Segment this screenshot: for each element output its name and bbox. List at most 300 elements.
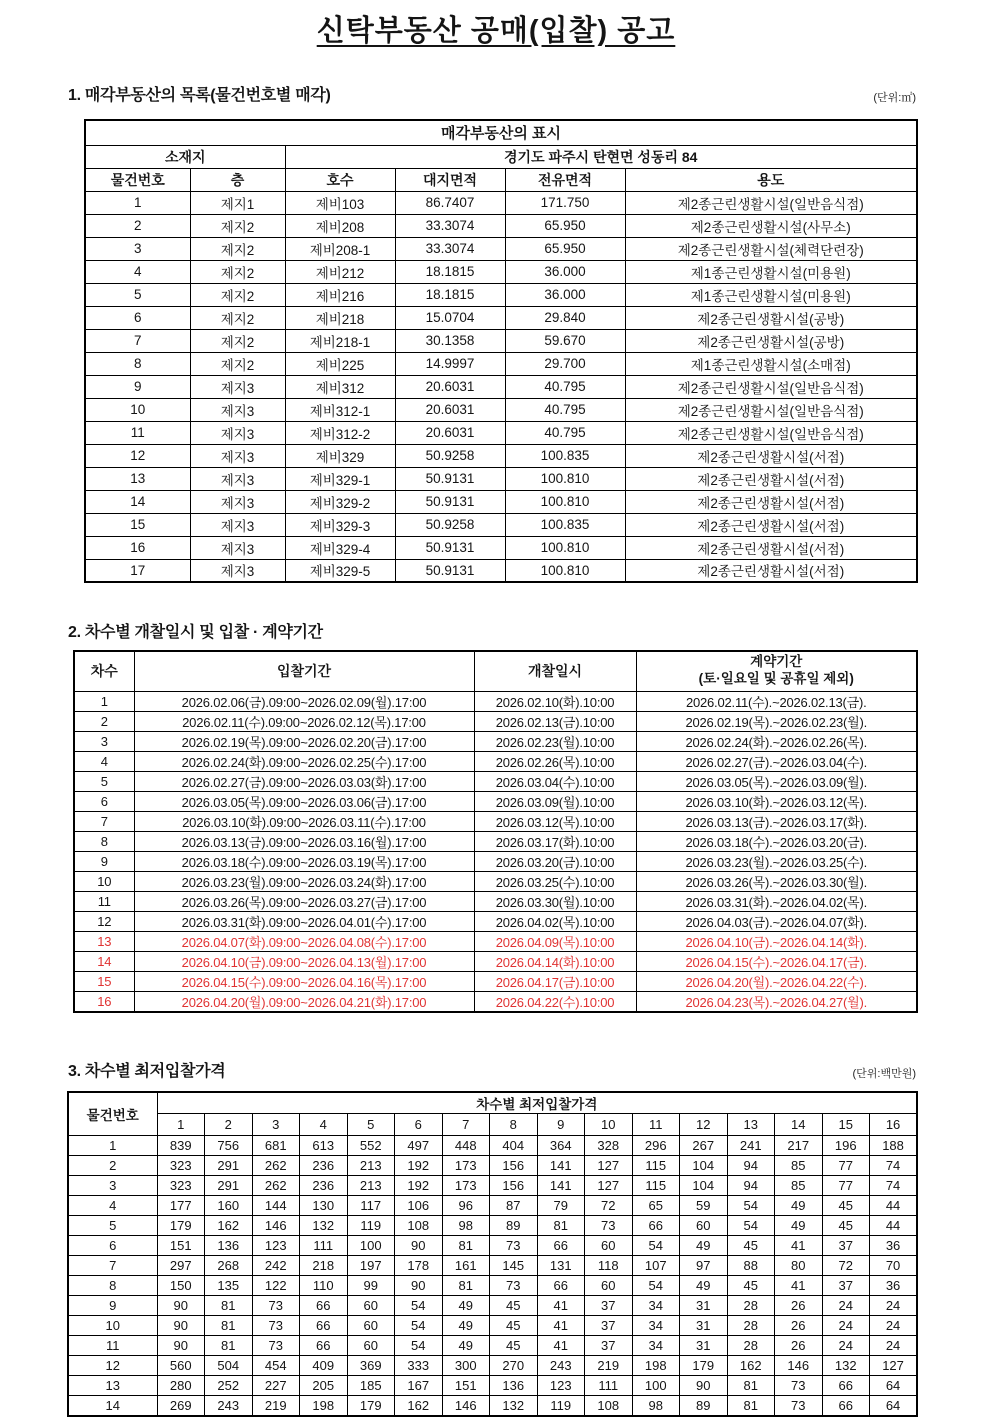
section2-heading: 2. 차수별 개찰일시 및 입찰 · 계약기간 <box>68 624 323 641</box>
table-cell: 243 <box>537 1356 585 1376</box>
table-cell: 2026.04.09(목).10:00 <box>474 931 636 951</box>
table-cell: 136 <box>490 1376 538 1396</box>
table-cell: 15.0704 <box>395 306 505 329</box>
table-cell: 99 <box>347 1276 395 1296</box>
table-cell: 20.6031 <box>395 375 505 398</box>
table-cell: 6 <box>74 791 134 811</box>
table-cell: 10 <box>68 1316 157 1336</box>
table-cell: 2026.03.31(화).09:00~2026.04.01(수).17:00 <box>134 911 474 931</box>
table-row <box>68 1376 917 1396</box>
table-cell: 6 <box>68 1236 157 1256</box>
table-cell: 59.670 <box>505 329 625 352</box>
table-row <box>85 237 917 260</box>
table-cell: 81 <box>205 1336 253 1356</box>
table-cell: 33.3074 <box>395 237 505 260</box>
table-row <box>68 1396 917 1416</box>
table-cell: 77 <box>822 1176 870 1196</box>
table-cell: 65.950 <box>505 237 625 260</box>
table-cell: 328 <box>585 1136 633 1156</box>
column-header: 용도 <box>625 168 917 191</box>
table-cell: 333 <box>395 1356 443 1376</box>
table-cell: 54 <box>395 1316 443 1336</box>
table-cell: 31 <box>680 1316 728 1336</box>
table-row <box>85 214 917 237</box>
table-cell: 제지1 <box>190 191 285 214</box>
table-cell: 2026.03.18(수).~2026.03.20(금). <box>636 831 917 851</box>
table-cell: 41 <box>775 1236 823 1256</box>
table-cell: 89 <box>490 1216 538 1236</box>
table-cell: 제2종근린생활시설(서점) <box>625 444 917 467</box>
col-bid-period: 입찰기간 <box>134 651 474 691</box>
table-cell: 7 <box>85 329 190 352</box>
section1-heading: 1. 매각부동산의 목록(물건번호별 매각) <box>68 87 331 104</box>
table-cell: 73 <box>775 1376 823 1396</box>
table-cell: 122 <box>252 1276 300 1296</box>
table-row <box>85 375 917 398</box>
table-cell: 2026.02.06(금).09:00~2026.02.09(월).17:00 <box>134 691 474 711</box>
table-cell: 146 <box>442 1396 490 1416</box>
table-row <box>68 1156 917 1176</box>
table-cell: 2026.02.13(금).10:00 <box>474 711 636 731</box>
table-cell: 81 <box>442 1276 490 1296</box>
document-title: 신탁부동산 공매(입찰) 공고 <box>316 15 676 47</box>
table-cell: 227 <box>252 1376 300 1396</box>
table-cell: 100 <box>347 1236 395 1256</box>
table-cell: 2026.04.23(목).~2026.04.27(월). <box>636 991 917 1012</box>
table-row <box>68 1176 917 1196</box>
table-cell: 108 <box>585 1396 633 1416</box>
table-cell: 839 <box>157 1136 205 1156</box>
table-cell: 12 <box>68 1356 157 1376</box>
table-row <box>68 1136 917 1156</box>
table-cell: 60 <box>585 1276 633 1296</box>
table-cell: 40.795 <box>505 375 625 398</box>
table-cell: 16 <box>74 991 134 1012</box>
table-cell: 12 <box>85 444 190 467</box>
table-cell: 146 <box>252 1216 300 1236</box>
table-cell: 115 <box>632 1156 680 1176</box>
table-cell: 4 <box>68 1196 157 1216</box>
table-row <box>74 971 917 991</box>
table-cell: 60 <box>585 1236 633 1256</box>
table-cell: 98 <box>632 1396 680 1416</box>
table-cell: 66 <box>822 1376 870 1396</box>
table-cell: 171.750 <box>505 191 625 214</box>
table-row <box>68 1216 917 1236</box>
table-cell: 2026.03.05(목).09:00~2026.03.06(금).17:00 <box>134 791 474 811</box>
table-cell: 66 <box>537 1236 585 1256</box>
table-cell: 90 <box>395 1276 443 1296</box>
table-cell: 11 <box>85 421 190 444</box>
table-cell: 94 <box>727 1176 775 1196</box>
table-cell: 2026.02.11(수).~2026.02.13(금). <box>636 691 917 711</box>
table-cell: 135 <box>205 1276 253 1296</box>
table-cell: 2026.04.10(금).~2026.04.14(화). <box>636 931 917 951</box>
section2-heading-row <box>68 619 916 642</box>
table-cell: 156 <box>490 1156 538 1176</box>
col-contract-period-line2: (토·일요일 및 공휴일 제외) <box>698 671 854 687</box>
table-cell: 81 <box>537 1216 585 1236</box>
table-cell: 20.6031 <box>395 421 505 444</box>
table-cell: 33.3074 <box>395 214 505 237</box>
table-cell: 504 <box>205 1356 253 1376</box>
section1-heading-row <box>68 82 916 105</box>
table-cell: 41 <box>537 1296 585 1316</box>
document-page <box>0 8 992 1411</box>
table-cell: 2 <box>85 214 190 237</box>
table-cell: 7 <box>74 811 134 831</box>
table-cell: 270 <box>490 1356 538 1376</box>
table-cell: 497 <box>395 1136 443 1156</box>
table-cell: 177 <box>157 1196 205 1216</box>
table-cell: 217 <box>775 1136 823 1156</box>
table-cell: 185 <box>347 1376 395 1396</box>
table-cell: 10 <box>85 398 190 421</box>
table-cell: 2 <box>68 1156 157 1176</box>
table-cell: 6 <box>85 306 190 329</box>
table-cell: 115 <box>632 1176 680 1196</box>
table-cell: 16 <box>85 536 190 559</box>
table-cell: 64 <box>870 1376 918 1396</box>
table-cell: 756 <box>205 1136 253 1156</box>
table-cell: 제1종근린생활시설(미용원) <box>625 283 917 306</box>
section3-heading: 3. 차수별 최저입찰가격 <box>68 1062 226 1080</box>
table-cell: 1 <box>74 691 134 711</box>
table-cell: 81 <box>205 1316 253 1336</box>
column-header: 13 <box>727 1114 775 1136</box>
table-cell: 50.9131 <box>395 467 505 490</box>
table-cell: 262 <box>252 1156 300 1176</box>
table-row <box>68 1256 917 1276</box>
table-cell: 252 <box>205 1376 253 1396</box>
table-cell: 2026.02.27(금).09:00~2026.03.03(화).17:00 <box>134 771 474 791</box>
table-cell: 36 <box>870 1236 918 1256</box>
table-cell: 37 <box>585 1336 633 1356</box>
table-cell: 45 <box>490 1336 538 1356</box>
column-header: 9 <box>537 1114 585 1136</box>
table-cell: 213 <box>347 1176 395 1196</box>
table-cell: 85 <box>775 1156 823 1176</box>
table-cell: 제지2 <box>190 214 285 237</box>
table-cell: 28 <box>727 1316 775 1336</box>
table-cell: 219 <box>252 1396 300 1416</box>
table-cell: 198 <box>300 1396 348 1416</box>
table-row <box>68 1296 917 1316</box>
table-cell: 3 <box>85 237 190 260</box>
table-cell: 59 <box>680 1196 728 1216</box>
table-cell: 4 <box>85 260 190 283</box>
column-header: 14 <box>775 1114 823 1136</box>
table-cell: 제비329 <box>285 444 395 467</box>
table-cell: 49 <box>775 1196 823 1216</box>
table-cell: 9 <box>68 1296 157 1316</box>
table-cell: 제2종근린생활시설(일반음식점) <box>625 191 917 214</box>
table-cell: 119 <box>537 1396 585 1416</box>
bid-schedule-table <box>73 650 918 1013</box>
table-cell: 54 <box>632 1236 680 1256</box>
table1-location-row <box>85 145 917 168</box>
table-cell: 104 <box>680 1156 728 1176</box>
table-cell: 267 <box>680 1136 728 1156</box>
table-cell: 72 <box>822 1256 870 1276</box>
table-cell: 81 <box>727 1396 775 1416</box>
table-cell: 2026.03.13(금).~2026.03.17(화). <box>636 811 917 831</box>
table-cell: 127 <box>585 1156 633 1176</box>
table-cell: 2026.02.10(화).10:00 <box>474 691 636 711</box>
table-cell: 제지2 <box>190 329 285 352</box>
table-cell: 73 <box>490 1236 538 1256</box>
table1-body <box>85 191 917 582</box>
table-cell: 66 <box>300 1296 348 1316</box>
table-cell: 50.9131 <box>395 559 505 582</box>
table-cell: 24 <box>822 1336 870 1356</box>
location-label: 소재지 <box>85 145 285 168</box>
table-cell: 96 <box>442 1196 490 1216</box>
table-cell: 296 <box>632 1136 680 1156</box>
table-row <box>85 467 917 490</box>
table-cell: 제지2 <box>190 237 285 260</box>
table-cell: 60 <box>680 1216 728 1236</box>
table-cell: 제지2 <box>190 306 285 329</box>
column-header: 15 <box>822 1114 870 1136</box>
table-cell: 94 <box>727 1156 775 1176</box>
table-cell: 151 <box>157 1236 205 1256</box>
table-row <box>74 891 917 911</box>
column-header: 4 <box>300 1114 348 1136</box>
col-item-number: 물건번호 <box>68 1092 157 1136</box>
table-cell: 26 <box>775 1296 823 1316</box>
table-cell: 제비208 <box>285 214 395 237</box>
table-row <box>68 1276 917 1296</box>
table1-column-header-row <box>85 168 917 191</box>
table-cell: 14.9997 <box>395 352 505 375</box>
table-cell: 8 <box>85 352 190 375</box>
table-cell: 50.9131 <box>395 490 505 513</box>
table-cell: 72 <box>585 1196 633 1216</box>
table-row <box>74 751 917 771</box>
table-cell: 1 <box>68 1136 157 1156</box>
table1-caption: 매각부동산의 표시 <box>85 120 917 145</box>
table-cell: 2026.03.23(월).~2026.03.25(수). <box>636 851 917 871</box>
table-cell: 제비329-2 <box>285 490 395 513</box>
table-cell: 54 <box>395 1336 443 1356</box>
column-header: 8 <box>490 1114 538 1136</box>
table-cell: 제지3 <box>190 375 285 398</box>
table-cell: 45 <box>727 1236 775 1256</box>
table-cell: 291 <box>205 1156 253 1176</box>
table-cell: 2026.04.20(월).~2026.04.22(수). <box>636 971 917 991</box>
table-cell: 41 <box>775 1276 823 1296</box>
table-cell: 2 <box>74 711 134 731</box>
table-cell: 54 <box>395 1296 443 1316</box>
table-cell: 20.6031 <box>395 398 505 421</box>
table-cell: 제비218-1 <box>285 329 395 352</box>
table-cell: 제1종근린생활시설(미용원) <box>625 260 917 283</box>
table-cell: 323 <box>157 1176 205 1196</box>
table-cell: 45 <box>490 1316 538 1336</box>
table1-caption-row <box>85 120 917 145</box>
table-cell: 2026.04.22(수).10:00 <box>474 991 636 1012</box>
table-cell: 66 <box>822 1396 870 1416</box>
table-cell: 119 <box>347 1216 395 1236</box>
table-cell: 100.835 <box>505 513 625 536</box>
table-cell: 제지3 <box>190 513 285 536</box>
table-row <box>68 1336 917 1356</box>
table-cell: 81 <box>442 1236 490 1256</box>
table-row <box>85 398 917 421</box>
table-cell: 37 <box>585 1316 633 1336</box>
section1-unit-label: (단위:㎡) <box>873 92 916 104</box>
table-cell: 60 <box>347 1316 395 1336</box>
table-cell: 74 <box>870 1156 918 1176</box>
table-cell: 179 <box>680 1356 728 1376</box>
table-cell: 90 <box>395 1236 443 1256</box>
table-cell: 11 <box>68 1336 157 1356</box>
column-header: 1 <box>157 1114 205 1136</box>
table-cell: 178 <box>395 1256 443 1276</box>
table-cell: 108 <box>395 1216 443 1236</box>
table-cell: 제비312 <box>285 375 395 398</box>
table-cell: 28 <box>727 1336 775 1356</box>
col-contract-period <box>636 651 917 691</box>
table-cell: 192 <box>395 1176 443 1196</box>
table-cell: 24 <box>870 1296 918 1316</box>
column-header: 2 <box>205 1114 253 1136</box>
table-cell: 2026.02.27(금).~2026.03.04(수). <box>636 751 917 771</box>
table-cell: 323 <box>157 1156 205 1176</box>
table-row <box>68 1316 917 1336</box>
table-cell: 제비329-5 <box>285 559 395 582</box>
table-cell: 24 <box>822 1296 870 1316</box>
table-cell: 2026.03.12(목).10:00 <box>474 811 636 831</box>
table-cell: 제지2 <box>190 283 285 306</box>
table-cell: 제지3 <box>190 536 285 559</box>
table-cell: 560 <box>157 1356 205 1376</box>
table-cell: 제비312-2 <box>285 421 395 444</box>
table-cell: 111 <box>300 1236 348 1256</box>
column-header: 층 <box>190 168 285 191</box>
table-cell: 162 <box>395 1396 443 1416</box>
table-cell: 409 <box>300 1356 348 1376</box>
table-cell: 49 <box>775 1216 823 1236</box>
table-cell: 161 <box>442 1256 490 1276</box>
column-header: 대지면적 <box>395 168 505 191</box>
table-cell: 106 <box>395 1196 443 1216</box>
table-cell: 74 <box>870 1176 918 1196</box>
table-cell: 132 <box>300 1216 348 1236</box>
table-cell: 2026.04.07(화).09:00~2026.04.08(수).17:00 <box>134 931 474 951</box>
table3-group-header-row <box>68 1092 917 1114</box>
table-row <box>85 444 917 467</box>
table-cell: 28 <box>727 1296 775 1316</box>
table-row <box>74 791 917 811</box>
table-cell: 117 <box>347 1196 395 1216</box>
table-row <box>85 536 917 559</box>
table-cell: 132 <box>822 1356 870 1376</box>
table-cell: 2026.04.03(금).~2026.04.07(화). <box>636 911 917 931</box>
table-cell: 5 <box>74 771 134 791</box>
table-cell: 241 <box>727 1136 775 1156</box>
table-row <box>74 991 917 1012</box>
table-cell: 268 <box>205 1256 253 1276</box>
table-cell: 제2종근린생활시설(사무소) <box>625 214 917 237</box>
section3-heading-row <box>68 1058 916 1081</box>
table-cell: 404 <box>490 1136 538 1156</box>
table-cell: 3 <box>68 1176 157 1196</box>
table2-body <box>74 691 917 1012</box>
table-cell: 34 <box>632 1296 680 1316</box>
table-cell: 18.1815 <box>395 283 505 306</box>
table-cell: 454 <box>252 1356 300 1376</box>
table-cell: 2026.04.15(수).09:00~2026.04.16(목).17:00 <box>134 971 474 991</box>
table-cell: 제2종근린생활시설(서점) <box>625 467 917 490</box>
table-cell: 90 <box>157 1336 205 1356</box>
table-cell: 31 <box>680 1336 728 1356</box>
table-cell: 100.835 <box>505 444 625 467</box>
table-cell: 156 <box>490 1176 538 1196</box>
table-cell: 127 <box>870 1356 918 1376</box>
table-cell: 29.840 <box>505 306 625 329</box>
table-cell: 236 <box>300 1156 348 1176</box>
table-cell: 50.9258 <box>395 513 505 536</box>
table-cell: 14 <box>74 951 134 971</box>
table-cell: 269 <box>157 1396 205 1416</box>
table-cell: 17 <box>85 559 190 582</box>
table-cell: 5 <box>68 1216 157 1236</box>
table-cell: 2026.03.18(수).09:00~2026.03.19(목).17:00 <box>134 851 474 871</box>
table-cell: 66 <box>300 1316 348 1336</box>
table-cell: 100.810 <box>505 467 625 490</box>
table-row <box>74 851 917 871</box>
table-cell: 2026.04.17(금).10:00 <box>474 971 636 991</box>
table-cell: 100.810 <box>505 559 625 582</box>
table-cell: 15 <box>85 513 190 536</box>
table-cell: 262 <box>252 1176 300 1196</box>
table-cell: 34 <box>632 1316 680 1336</box>
table-cell: 2026.02.19(목).09:00~2026.02.20(금).17:00 <box>134 731 474 751</box>
table-cell: 2026.02.11(수).09:00~2026.02.12(목).17:00 <box>134 711 474 731</box>
table-cell: 64 <box>870 1396 918 1416</box>
table-row <box>74 731 917 751</box>
table-cell: 87 <box>490 1196 538 1216</box>
table-cell: 13 <box>74 931 134 951</box>
table-cell: 2026.03.31(화).~2026.04.02(목). <box>636 891 917 911</box>
column-header: 호수 <box>285 168 395 191</box>
table-cell: 162 <box>205 1216 253 1236</box>
table-cell: 118 <box>585 1256 633 1276</box>
table-cell: 4 <box>74 751 134 771</box>
table-cell: 54 <box>727 1196 775 1216</box>
table-row <box>68 1236 917 1256</box>
table-cell: 2026.03.10(화).~2026.03.12(목). <box>636 791 917 811</box>
table-row <box>85 306 917 329</box>
table-cell: 73 <box>252 1296 300 1316</box>
table-cell: 10 <box>74 871 134 891</box>
table-cell: 2026.03.30(월).10:00 <box>474 891 636 911</box>
table-cell: 90 <box>157 1296 205 1316</box>
table-cell: 81 <box>205 1296 253 1316</box>
table-cell: 제지2 <box>190 352 285 375</box>
table-cell: 213 <box>347 1156 395 1176</box>
table-cell: 97 <box>680 1256 728 1276</box>
table-cell: 100.810 <box>505 536 625 559</box>
table-cell: 2026.04.14(화).10:00 <box>474 951 636 971</box>
table-cell: 73 <box>252 1316 300 1336</box>
table-cell: 14 <box>85 490 190 513</box>
table-row <box>74 871 917 891</box>
table-cell: 제비103 <box>285 191 395 214</box>
table-cell: 100.810 <box>505 490 625 513</box>
